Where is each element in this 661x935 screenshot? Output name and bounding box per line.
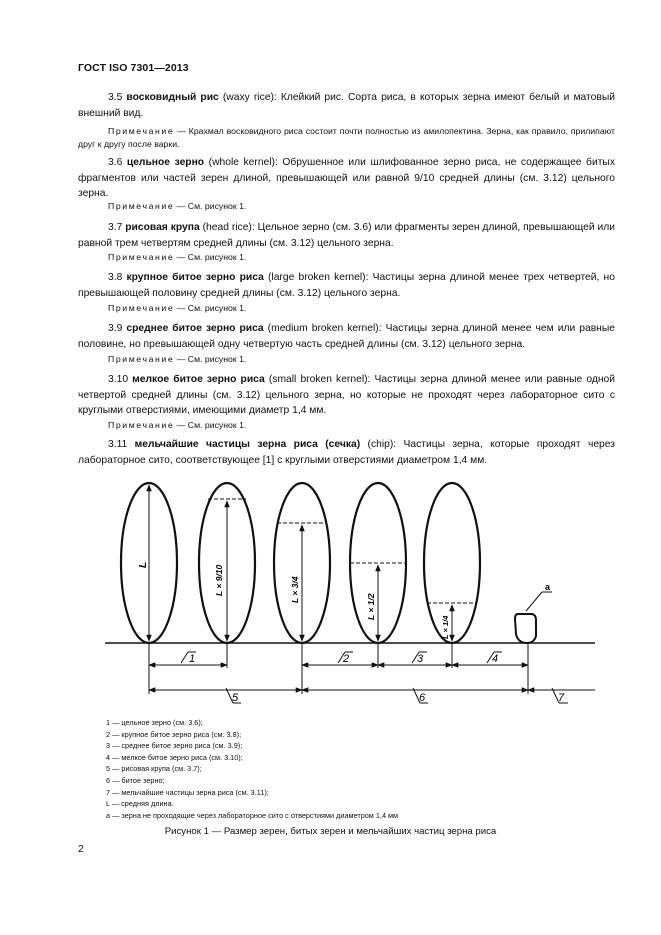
term-definition: Цельное зерно (см. 3.6) или фрагменты зерен длиной, превышающей или равной трем четвертям средней длины (см. 3.12) цельного зерна. <box>78 222 615 249</box>
term-3-9 <box>78 321 615 352</box>
dim-label-7: 7 <box>558 692 565 704</box>
legend-item: 1 — цельное зерно (см. 3.6); <box>106 718 203 727</box>
page-header: ГОСТ ISO 7301—2013 <box>78 62 189 74</box>
term-name: рисовая крупа <box>125 222 200 233</box>
term-english: (whole kernel): <box>204 157 283 168</box>
length-label-9-10: L × 9/10 <box>214 564 224 596</box>
dim-label-4: 4 <box>492 653 499 665</box>
figure-legend <box>106 717 398 821</box>
length-label-1-4: L × 1/4 <box>441 615 450 639</box>
term-name: восковидный рис <box>126 92 219 103</box>
term-number: 3.6 <box>108 157 123 168</box>
dim-label-3: 3 <box>417 653 424 665</box>
note-3-10 <box>78 419 615 432</box>
term-3-5 <box>78 90 615 121</box>
page-number: 2 <box>78 843 84 855</box>
note-text: — См. рисунок 1. <box>174 252 247 262</box>
term-number: 3.11 <box>108 439 128 450</box>
term-english: (small broken kernel): <box>264 374 375 385</box>
term-name: цельное зерно <box>126 157 205 168</box>
dim-label-1: 1 <box>189 653 196 665</box>
legend-item: 5 — рисовая крупа (см. 3.7); <box>106 764 202 774</box>
term-name: мельчайшие частицы зерна риса (сечка) <box>134 439 361 450</box>
note-3-5 <box>78 125 615 151</box>
term-3-8 <box>78 270 615 301</box>
term-name: мелкое битое зерно риса <box>132 374 265 385</box>
note-label: Примечание <box>108 201 175 211</box>
term-definition: Частицы зерна длиной менее трех четвертей, но превышающей половину средней длины (см. 3.12) цельного зерна. <box>78 272 615 299</box>
length-label-3-4: L × 3/4 <box>290 576 300 603</box>
legend-item: 4 — мелкое битое зерно риса (см. 3.10); <box>106 752 243 762</box>
term-number: 3.9 <box>108 323 123 334</box>
note-3-7 <box>78 251 615 264</box>
legend-item: 6 — битое зерно; <box>106 775 165 785</box>
note-3-8 <box>78 302 615 315</box>
note-text: — См. рисунок 1. <box>174 303 247 313</box>
term-number: 3.5 <box>108 92 123 103</box>
chip-leader <box>526 592 542 611</box>
note-label: Примечание <box>108 420 175 430</box>
dim-label-6: 6 <box>419 692 426 704</box>
term-english: (head rice): <box>199 222 258 233</box>
term-number: 3.7 <box>108 222 123 233</box>
note-label: Примечание <box>108 303 175 313</box>
note-text: — См. рисунок 1. <box>174 201 247 211</box>
rice-size-figure <box>100 468 600 713</box>
legend-item: a — зерна не проходящие через лабораторное сито с отверстиями диаметром 1,4 мм <box>106 810 399 820</box>
legend-item: 2 — крупное битое зерно риса (см. 3.8); <box>106 729 242 739</box>
term-3-7 <box>78 220 615 251</box>
note-3-6 <box>78 200 615 213</box>
dim-label-2: 2 <box>343 653 350 665</box>
term-name: крупное битое зерно риса <box>126 272 264 283</box>
length-label-whole: L <box>138 561 149 568</box>
dim-label-5: 5 <box>232 692 239 704</box>
note-text: — См. рисунок 1. <box>174 354 247 364</box>
note-text: — См. рисунок 1. <box>174 420 247 430</box>
term-definition: Частицы зерна длиной менее или равные одной четвертой средней длины (см. 3.12) цельного зерна, но которые не проходят через лабораторное сито с круглыми отверстиями, имеющими диаметр 1,4 мм. <box>78 374 615 416</box>
note-text: — Крахмал восковидного риса состоит почти полностью из амилопектина. Зерна, как правило, прилипают друг к другу после варки. <box>78 126 615 149</box>
length-label-1-2: L × 1/2 <box>366 593 376 620</box>
note-label: Примечание <box>108 126 175 136</box>
chip-label-a: a <box>545 582 551 592</box>
note-label: Примечание <box>108 252 175 262</box>
term-3-6 <box>78 155 615 202</box>
term-definition: Частицы зерна, которые проходят через лабораторное сито, соответствующее [1] с круглыми отверстиями диаметром 1,4 мм. <box>78 439 615 466</box>
term-definition: Частицы зерна длиной менее чем или равные половине, но превышающей одну четвертую часть средней длины (см. 3.12) цельного зерна. <box>78 323 615 350</box>
legend-item: 3 — среднее битое зерно риса (см. 3.9); <box>106 741 243 751</box>
term-3-11 <box>78 437 615 468</box>
legend-item: 7 — мельчайшие частицы зерна риса (см. 3.11); <box>106 787 269 797</box>
note-3-9 <box>78 353 615 366</box>
term-3-10 <box>78 372 615 419</box>
term-english: (large broken kernel): <box>263 272 373 283</box>
note-label: Примечание <box>108 354 175 364</box>
term-english: (chip): <box>360 439 404 450</box>
term-name: среднее битое зерно риса <box>126 323 264 334</box>
chip-particle <box>515 614 536 643</box>
legend-item: L — средняя длина. <box>106 799 174 809</box>
term-definition: Обрушенное или шлифованное зерно риса, не содержащее битых фрагментов или частей зерен длиной, превышающей или равной 9/10 средней длины (см. 3.12) цельного зерна. <box>78 157 615 199</box>
term-number: 3.8 <box>108 272 123 283</box>
term-definition: Клейкий рис. Сорта риса, в которых зерна имеют белый и матовый внешний вид. <box>78 92 615 119</box>
figure-caption: Рисунок 1 — Размер зерен, битых зерен и мельчайших частиц зерна риса <box>164 826 497 837</box>
term-english: (waxy rice): <box>218 92 281 103</box>
term-english: (medium broken kernel): <box>263 323 386 334</box>
term-number: 3.10 <box>108 374 129 385</box>
